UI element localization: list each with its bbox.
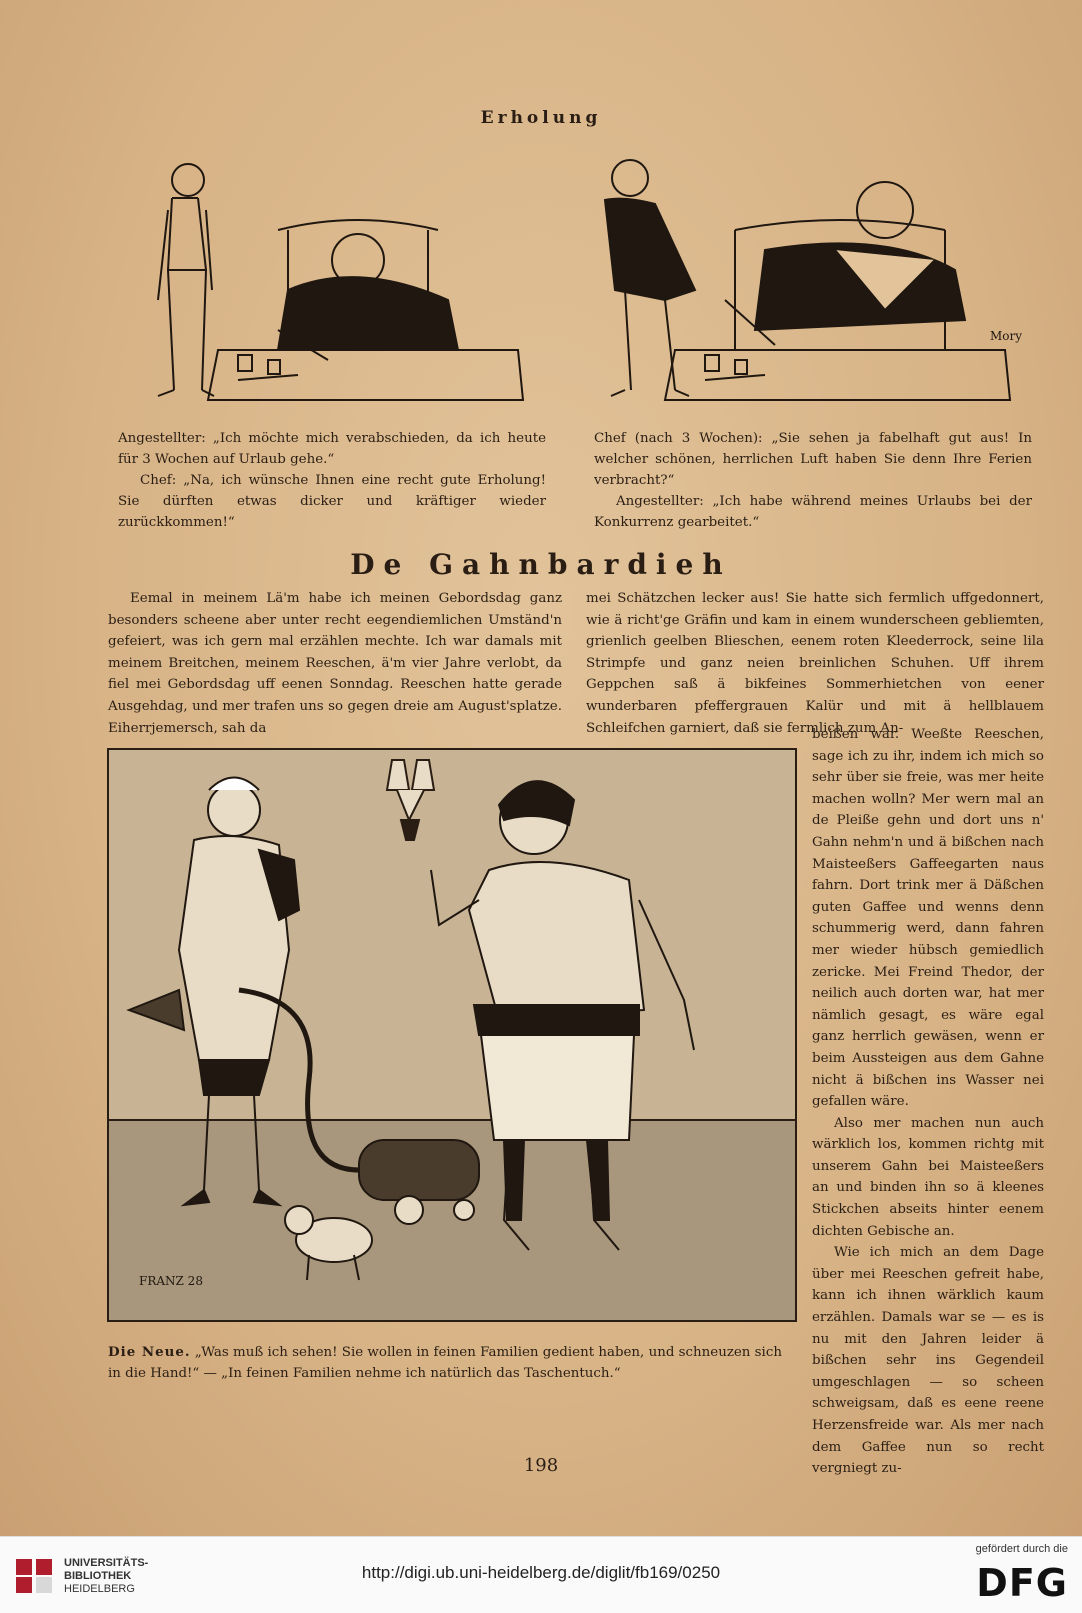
- illustration-caption: [108, 1342, 798, 1384]
- article-column-left: [108, 588, 562, 739]
- caption-lead: Die Neue.: [108, 1344, 191, 1360]
- institution-line: UNIVERSITÄTS-: [64, 1557, 149, 1569]
- cartoon-right-illustration: [585, 150, 1023, 410]
- article-paragraph: Wie ich mich an dem Dage über mei Reeschen gefreit habe, kann ich ihnen wärklich kaum erzählen. Damals war se — es is nu mit den Jahren leider ä bißchen sehr ins Gegendeil umgeschlagen — so scheen schweigsam, daß es eene reene Herzensfreide war. Als mer nach dem Gaffee nun so recht vergniegt zu-: [812, 1245, 1044, 1477]
- article-column-narrow: [812, 724, 1044, 1480]
- article-headline: De Gahnbardieh: [350, 548, 732, 581]
- article-paragraph: beißen war. Weeßte Reeschen, sage ich zu ihr, indem ich mich so sehr über sie freie, was mer heite machen wolln? Mer wern mal an de Pleiße gehn und dort uns n' Gahn nehm'n und ä bißchen nach Maisteeßers Gaffeegarten naus fahrn. Dort trink mer ä Däßchen guten Gaffee und wenns denn schummerig werd, dann fahren mer wieder hübsch gemiedlich zericke. Mei Freind Thedor, der neilich auch dorten war, hat mer nämlich gesagt, es wäre egal ganz herrlich gewäsen, wenn er beim Aussteigen aus dem Gahne nicht ä bißchen ins Wasser nei gefallen wäre.: [812, 727, 1044, 1110]
- dfg-logo[interactable]: DFG: [976, 1561, 1068, 1605]
- footer-bar: [0, 1536, 1082, 1613]
- article-column-right: [586, 588, 1044, 739]
- caption-line: Angestellter: „Ich möchte mich verabschieden, da ich heute für 3 Wochen auf Urlaub gehe.“: [118, 431, 546, 467]
- institution-line: BIBLIOTHEK: [64, 1570, 132, 1582]
- caption-text: „Was muß ich sehen! Sie wollen in feinen Familien gedient haben, und schneuzen sich in die Hand!“ — „In feinen Familien nehme ich natürlich das Taschentuch.“: [108, 1345, 782, 1381]
- article-paragraph: mei Schätzchen lecker aus! Sie hatte sich fermlich uffgedonnert, wie ä richt'ge Gräfin und kam in einem wunderscheen gebliemten, grienlich geelben Blieschen, eenem roten Kleederrock, seine lila Strimpfe und ganz neien breinlichen Schuhen. Uff ihrem Geppchen saß ä bikfeines Sommerhietchen von eener wunderbaren pfeffergrauen Kalür und mit ä hellblauem Schleifchen garniert, daß sie fermlich zum An-: [586, 591, 1044, 736]
- article-paragraph: Also mer machen nun auch wärklich los, kommen richtg mit unserem Gahn bei Maisteeßers an und binden ihn so ä kleenes Stickchen abseits hinter eenem dichten Gebische an.: [812, 1115, 1044, 1239]
- caption-line: Angestellter: „Ich habe während meines Urlaubs bei der Konkurrenz gearbeitet.“: [594, 494, 1032, 530]
- page-number: 198: [523, 1455, 559, 1476]
- illustration-drawing: [109, 750, 795, 1320]
- article-paragraph: Eemal in meinem Lä'm habe ich meinen Gebordsdag ganz besonders scheene aber unter recht eegendiemlichen Umständ'n gefeiert, was ich gern mal erzählen mechte. Ich war damals mit meinem Breitchen, meinem Reeschen, ä'm vier Jahre verlobt, da fiel mei Gebordsdag uff eenen Sonndag. Reeschen hatte gerade Ausgehdag, und mer trafen uns so gegen dreie am August'splatze. Eiherrjemersch, sah da: [108, 591, 562, 736]
- main-illustration: [107, 748, 797, 1322]
- cartoon-right-caption: [594, 428, 1032, 533]
- institution-line: HEIDELBERG: [64, 1583, 135, 1595]
- caption-line: Chef (nach 3 Wochen): „Sie sehen ja fabelhaft gut aus! In welcher schönen, herrlichen Luft haben Sie denn Ihre Ferien verbracht?“: [594, 431, 1032, 488]
- illustration-signature: FRANZ 28: [139, 1274, 203, 1288]
- cartoon-title: Erholung: [480, 108, 602, 128]
- funded-by-label: gefördert durch die: [975, 1543, 1068, 1555]
- cartoon-left-illustration: [128, 150, 528, 410]
- permalink-url[interactable]: http://digi.ub.uni-heidelberg.de/diglit/fb169/0250: [361, 1563, 721, 1582]
- cartoon-signature: Mory: [990, 329, 1023, 343]
- cartoon-left-caption: [118, 428, 546, 533]
- caption-line: Chef: „Na, ich wünsche Ihnen eine recht gute Erholung! Sie dürften etwas dicker und kräftiger wieder zurückkommen!“: [118, 473, 546, 530]
